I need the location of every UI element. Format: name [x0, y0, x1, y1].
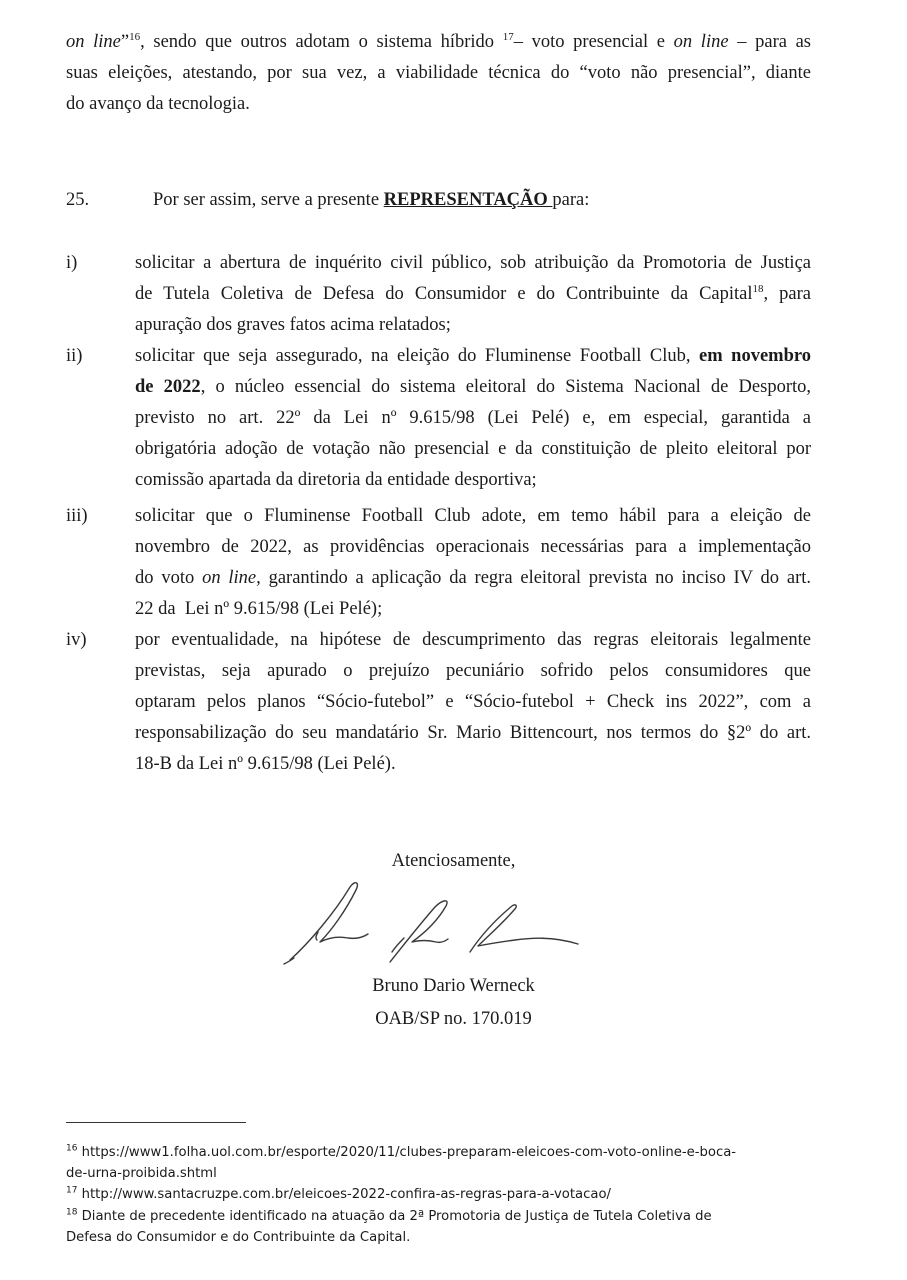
footnote-link-santacruz: http://www.santacruzpe.com.br/eleicoes-2022-confira-as-regras-para-a-votacao/ — [77, 1187, 611, 1202]
intro-line-1: on line”$^{16}$, sendo que outros adotam o sistema híbrido $^{17}$– voto presencial e on line – para as — [66, 30, 812, 52]
footnote-18: $^{18}$ Diante de precedente identificado na atuação da 2ª Promotoria de Justiça de Tutela Coletiva de Defesa do Consumidor e do Contribuinte da Capital. — [66, 1207, 712, 1245]
item-label: iii) — [66, 506, 88, 526]
footnote-16: $^{16}$ https://www1.folha.uol.com.br/esporte/2020/11/clubes-preparam-eleicoes-com-voto-online-e-boca- de-urna-proibida.shtml — [66, 1143, 737, 1181]
signer-name: Bruno Dario Werneck — [372, 976, 535, 996]
intro-line-2: suas eleições, atestando, por sua vez, a viabilidade técnica do “voto não presencial”, diante — [66, 63, 811, 83]
representacao-heading: REPRESENTAÇÃO — [383, 190, 553, 210]
intro-paragraph — [66, 27, 811, 120]
footnote-ref-17: 17 — [502, 30, 514, 43]
item-text: por eventualidade, na hipótese de descumprimento das regras eleitorais legalmente previstas, seja apurado o prejuízo pecuniário sofrido pelos consumidores que optaram pelos planos “Sócio-futebol” e “Sócio-futebol + Check ins 2022”, com a responsabilização do seu mandatário Sr. Mario Bittencourt, nos termos do §2º do art. 18-B da Lei nº 9.615/98 (Lei Pelé). — [135, 630, 811, 774]
paragraph-25-text: Por ser assim, serve a presente REPRESENTAÇÃO para: — [153, 190, 590, 210]
item-label: iv) — [66, 630, 87, 650]
item-label: i) — [66, 253, 78, 273]
footnote-ref-18: 18 — [752, 282, 764, 295]
item-label: ii) — [66, 346, 83, 366]
signer-registration: OAB/SP no. 170.019 — [375, 1009, 532, 1029]
signature — [280, 872, 590, 967]
item-text: solicitar que o Fluminense Football Club adote, em temo hábil para a eleição de novembro de 2022, as providências operacionais necessárias para a implementação do voto on line, garantindo a aplicação da regra eleitoral prevista no inciso IV do art. 22 da Lei nº 9.615/98 (Lei Pelé); — [135, 506, 812, 619]
footnote-divider — [66, 1122, 246, 1123]
item-text: solicitar a abertura de inquérito civil público, sob atribuição da Promotoria de Justiça de Tutela Coletiva de Defesa do Consumidor e do Contribuinte da Capital$^{18}$, para apuração dos graves fatos acima relatados; — [135, 253, 811, 335]
footnote-ref-16: 16 — [129, 30, 141, 43]
intro-line-3: do avanço da tecnologia. — [66, 94, 250, 114]
footnote-17: $^{17}$ http://www.santacruzpe.com.br/eleicoes-2022-confira-as-regras-para-a-votacao/ — [66, 1185, 611, 1202]
footnote-link-folha: https://www1.folha.uol.com.br/esporte/2020/11/clubes-preparam-eleicoes-com-voto-online-e-boca- — [77, 1145, 737, 1160]
paragraph-number: 25. — [66, 190, 90, 210]
item-text: solicitar que seja assegurado, na eleição do Fluminense Football Club, em novembro de 2022, o núcleo essencial do sistema eleitoral do Sistema Nacional de Desporto, previsto no art. 22º da Lei nº 9.615/98 (Lei Pelé) e, em especial, garantida a obrigatória adoção de votação não presencial e da constituição de pleito eleitoral por comissão apartada da diretoria da entidade desportiva; — [135, 346, 811, 490]
salutation: Atenciosamente, — [391, 851, 516, 871]
